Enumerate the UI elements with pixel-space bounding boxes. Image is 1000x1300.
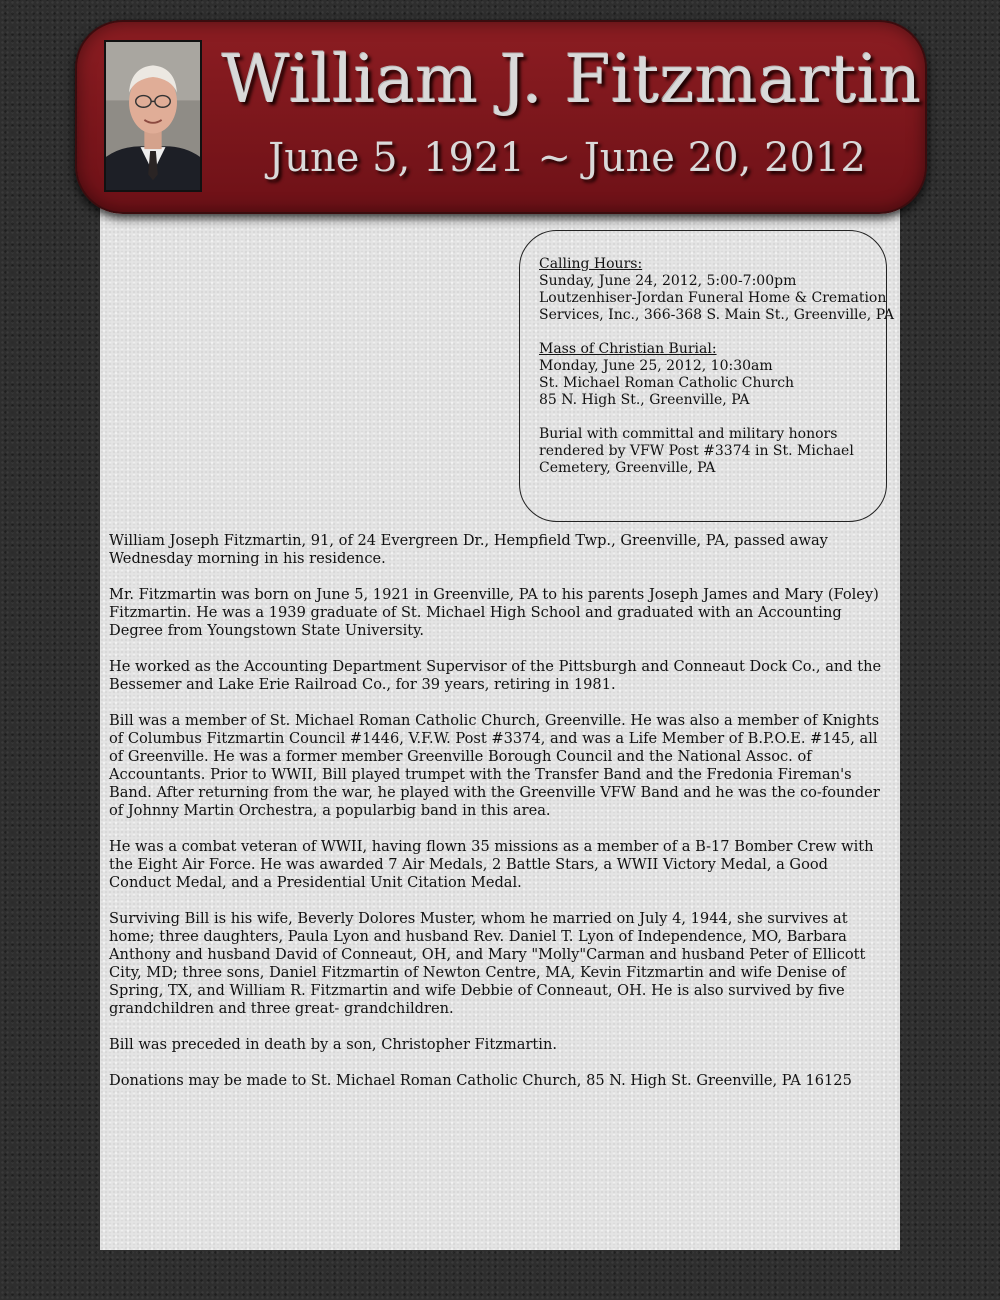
deceased-name: William J. Fitzmartin xyxy=(222,41,922,118)
burial-line: Burial with committal and military honors xyxy=(539,426,838,442)
obituary-paragraph: Mr. Fitzmartin was born on June 5, 1921 in Greenville, PA to his parents Joseph James and Mary (Foley) Fitzmartin. He was a 1939 graduate of St. Michael High School and graduated with an Accounting Degree from Youngstown State University. xyxy=(109,586,879,639)
obituary-body xyxy=(109,532,894,1108)
obituary-paragraph: Surviving Bill is his wife, Beverly Dolores Muster, whom he married on July 4, 1944, she survives at home; three daughters, Paula Lyon and husband Rev. Daniel T. Lyon of Independence, MO, Barbara Anthony and husband David of Conneaut, OH, and Mary "Molly"Carman and husband Peter of Ellicott City, MD; three sons, Daniel Fitzmartin of Newton Centre, MA, Kevin Fitzmartin and wife Denise of Spring, TX, and William R. Fitzmartin and wife Debbie of Conneaut, OH. He is also survived by five grandchildren and three great- grandchildren. xyxy=(109,910,866,1017)
portrait-photo xyxy=(104,40,202,192)
burial-line: Cemetery, Greenville, PA xyxy=(539,460,716,476)
obituary-paragraph: Donations may be made to St. Michael Roman Catholic Church, 85 N. High St. Greenville, PA 16125 xyxy=(109,1072,852,1089)
burial-line: rendered by VFW Post #3374 in St. Michael xyxy=(539,443,854,459)
obituary-paragraph: He was a combat veteran of WWII, having flown 35 missions as a member of a B-17 Bomber Crew with the Eight Air Force. He was awarded 7 Air Medals, 2 Battle Stars, a WWII Victory Medal, a Good Conduct Medal, and a Presidential Unit Citation Medal. xyxy=(109,838,874,891)
calling-hours-heading: Calling Hours: xyxy=(539,256,643,272)
obituary-paragraph: He worked as the Accounting Department Supervisor of the Pittsburgh and Conneaut Dock Co., and the Bessemer and Lake Erie Railroad Co., for 39 years, retiring in 1981. xyxy=(109,658,882,693)
header-banner xyxy=(75,20,927,214)
mass-line: St. Michael Roman Catholic Church xyxy=(539,375,795,391)
obituary-paragraph: William Joseph Fitzmartin, 91, of 24 Evergreen Dr., Hempfield Twp., Greenville, PA, passed away Wednesday morning in his residence. xyxy=(109,532,828,567)
calling-hours-line: Services, Inc., 366-368 S. Main St., Greenville, PA xyxy=(539,307,894,323)
mass-heading: Mass of Christian Burial: xyxy=(539,341,717,357)
obituary-paragraph: Bill was preceded in death by a son, Christopher Fitzmartin. xyxy=(109,1036,557,1053)
service-details-box xyxy=(519,230,894,522)
calling-hours-section xyxy=(539,256,894,324)
life-dates: June 5, 1921 ~ June 20, 2012 xyxy=(268,135,866,181)
obituary-paragraph: Bill was a member of St. Michael Roman Catholic Church, Greenville. He was also a member of Knights of Columbus Fitzmartin Council #1446, V.F.W. Post #3374, and was a Life Member of B.P.O.E. #145, all of Greenville. He was a former member Greenville Borough Council and the National Assoc. of Accountants. Prior to WWII, Bill played trumpet with the Transfer Band and the Fredonia Fireman's Band. After returning from the war, he played with the Greenville VFW Band and he was the co-founder of Johnny Martin Orchestra, a popularbig band in this area. xyxy=(109,712,880,819)
calling-hours-line: Loutzenhiser-Jordan Funeral Home & Cremation xyxy=(539,290,887,306)
mass-line: 85 N. High St., Greenville, PA xyxy=(539,392,750,408)
mass-section xyxy=(539,341,876,409)
burial-section xyxy=(539,426,876,477)
calling-hours-line: Sunday, June 24, 2012, 5:00-7:00pm xyxy=(539,273,797,289)
mass-line: Monday, June 25, 2012, 10:30am xyxy=(539,358,773,374)
